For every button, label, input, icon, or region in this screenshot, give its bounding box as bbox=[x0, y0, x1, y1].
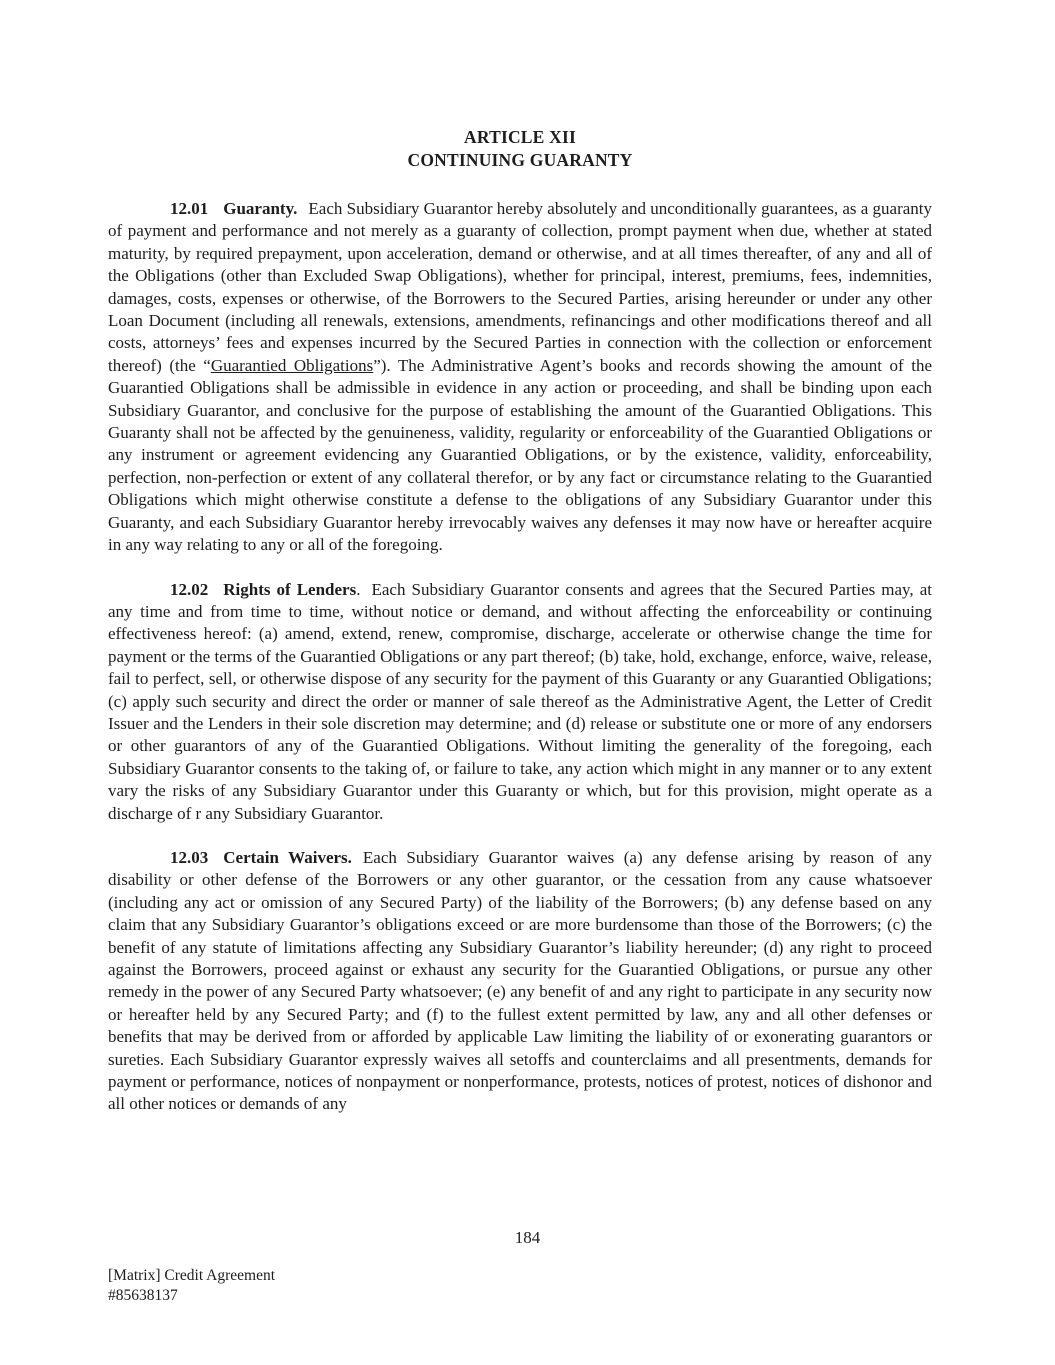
article-heading bbox=[108, 126, 932, 172]
paragraph-text: Each Subsidiary Guarantor hereby absolutely and unconditionally guarantees, as a guaranty of payment and performance and not merely as a guaranty of collection, prompt payment when due, whether at stated maturity, by required prepayment, upon acceleration, demand or otherwise, and at all times thereafter, of any and all of the Obligations (other than Excluded Swap Obligations), whether for principal, interest, premiums, fees, indemnities, damages, costs, expenses or otherwise, of the Borrowers to the Secured Parties, arising hereunder or under any other Loan Document (including all renewals, extensions, amendments, refinancings and other modifications thereof and all costs, attorneys’ fees and expenses incurred by the Secured Parties in connection with the collection or enforcement thereof) (the “ bbox=[108, 199, 933, 375]
article-title-line: CONTINUING GUARANTY bbox=[407, 150, 633, 170]
paragraph-text: Each Subsidiary Guarantor waives (a) any defense arising by reason of any disability or other defense of the Borrowers or any other guarantor, or the cessation from any cause whatsoever (including any act or omission of any Secured Party) of the liability of the Borrowers; (b) any defense based on any claim that any Subsidiary Guarantor’s obligations exceed or are more burdensome than those of the Borrowers; (c) the benefit of any statute of limitations affecting any Subsidiary Guarantor’s liability hereunder; (d) any right to proceed against the Borrowers, proceed against or exhaust any security for the Guarantied Obligations, or pursue any other remedy in the power of any Secured Party whatsoever; (e) any benefit of and any right to participate in any security now or hereafter held by any Secured Party; and (f) to the fullest extent permitted by law, any and all other defenses or benefits that may be derived from or afforded by applicable Law limiting the liability of or exonerating guarantors or sureties. Each Subsidiary Guarantor expressly waives all setoffs and counterclaims and all presentments, demands for payment or performance, notices of nonpayment or nonperformance, protests, notices of protest, notices of dishonor and all other notices or demands of any bbox=[108, 847, 932, 1114]
section-heading: Guaranty. bbox=[223, 199, 298, 218]
section-heading: Certain Waivers. bbox=[223, 847, 352, 867]
page-number: 184 bbox=[514, 1228, 541, 1247]
section-heading: Rights of Lenders bbox=[223, 579, 357, 599]
section-12-01-paragraph bbox=[108, 198, 932, 557]
footer-doc-name: [Matrix] Credit Agreement bbox=[108, 1267, 276, 1284]
paragraph-text-continued: ”). The Administrative Agent’s books and records showing the amount of the Guarantied Obligations shall be admissible in evidence in any action or proceeding, and shall be binding upon each Subsidiary Guarantor, and conclusive for the purpose of establishing the amount of the Guarantied Obligations. This Guaranty shall not be affected by the genuineness, validity, regularity or enforceability of the Guarantied Obligations or any instrument or agreement evidencing any Guarantied Obligations, or by the existence, validity, enforceability, perfection, non-perfection or extent of any collateral therefor, or by any fact or circumstance relating to the Guarantied Obligations which might otherwise constitute a defense to the obligations of any Subsidiary Guarantor under this Guaranty, and each Subsidiary Guarantor hereby irrevocably waives any defenses it may now have or hereafter acquire in any way relating to any or all of the foregoing. bbox=[108, 355, 932, 555]
section-number: 12.01 bbox=[170, 199, 209, 218]
section-number: 12.02 bbox=[170, 579, 209, 599]
section-number: 12.03 bbox=[170, 847, 209, 867]
section-12-03-paragraph bbox=[108, 847, 932, 1116]
article-number-line: ARTICLE XII bbox=[464, 127, 576, 147]
paragraph-text: Each Subsidiary Guarantor consents and agrees that the Secured Parties may, at any time and from time to time, without notice or demand, and without affecting the enforceability or continuing effectiveness hereof: (a) amend, extend, renew, compromise, discharge, accelerate or otherwise change the time for payment or the terms of the Guarantied Obligations or any part thereof; (b) take, hold, exchange, enforce, waive, release, fail to perfect, sell, or otherwise dispose of any security for the payment of this Guaranty or any Guarantied Obligations; (c) apply such security and direct the order or manner of sale thereof as the Administrative Agent, the Letter of Credit Issuer and the Lenders in their sole discretion may determine; and (d) release or substitute one or more of any endorsers or other guarantors of any of the Guarantied Obligations. Without limiting the generality of the foregoing, each Subsidiary Guarantor consents to the taking of, or failure to take, any action which might in any manner or to any extent vary the risks of any Subsidiary Guarantor under this Guaranty or which, but for this provision, might operate as a discharge of r any Subsidiary Guarantor. bbox=[108, 579, 932, 823]
footer-doc-id: #85638137 bbox=[108, 1286, 178, 1304]
section-12-02-paragraph bbox=[108, 579, 932, 825]
defined-term-underlined: Guarantied Obligations bbox=[210, 355, 374, 375]
document-content bbox=[108, 126, 932, 1138]
document-footer bbox=[108, 1266, 275, 1305]
heading-punctuation: . bbox=[356, 579, 361, 599]
